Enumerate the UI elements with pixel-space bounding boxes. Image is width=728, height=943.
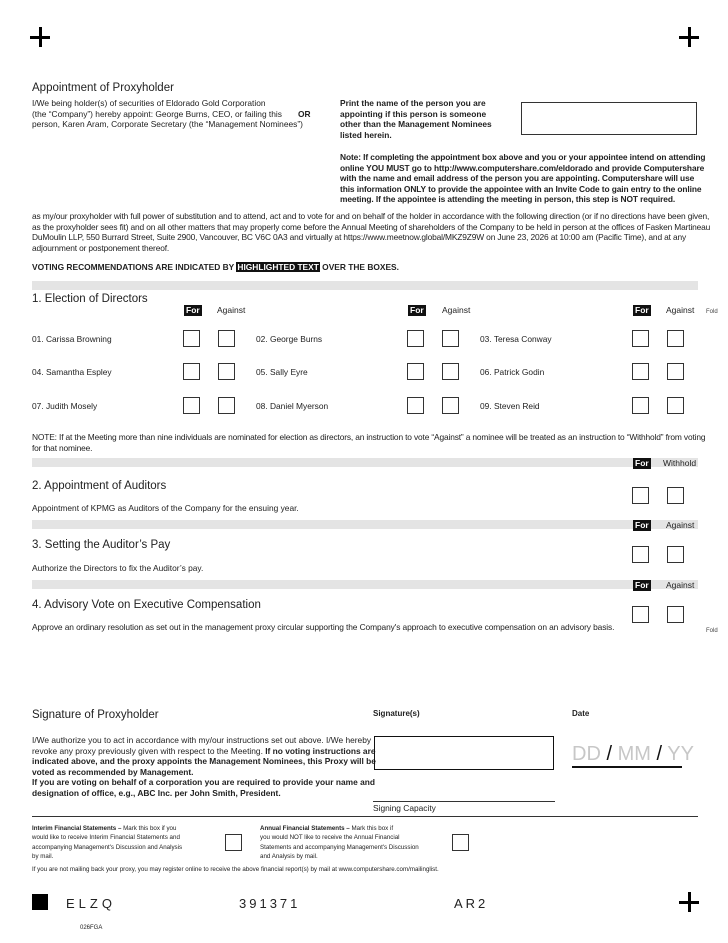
advisory-text: Approve an ordinary resolution as set out in the management proxy circular supporting the Company's approach to executive compensation on an advisory basis. [32, 622, 615, 632]
for-label: For [635, 458, 649, 468]
for-label: For [635, 520, 649, 530]
advisory-for-checkbox[interactable] [632, 606, 649, 623]
date-mm: MM [617, 743, 651, 765]
date-dd: DD [572, 743, 601, 765]
vote-for-checkbox[interactable] [183, 330, 200, 347]
against-label: Against [217, 305, 246, 315]
annual-part: Mark this box if [349, 825, 394, 832]
auditors-text: Appointment of KPMG as Auditors of the Company for the ensuing year. [32, 503, 299, 513]
signing-capacity-line [373, 801, 555, 802]
date-separator: / [656, 743, 663, 765]
fold-label: Fold [706, 309, 718, 315]
interim-line: would like to receive Interim Financial Statements and [32, 834, 180, 842]
annual-line [260, 824, 450, 833]
appoint-line: (the “Company”) hereby appoint: George Burns, CEO, or failing this [32, 108, 282, 119]
interim-title: Interim Financial Statements – [32, 825, 122, 832]
note-line: this information ONLY to provide the appointee with an Invite Code to gain entry to the online [340, 183, 702, 194]
sig-line: If you are voting on behalf of a corporation you are required to provide your name and [32, 777, 375, 787]
date-field[interactable] [572, 742, 694, 768]
appointee-name-field[interactable] [521, 102, 697, 135]
footer-code-2: 391371 [239, 896, 301, 911]
advisory-against-checkbox[interactable] [667, 606, 684, 623]
vote-against-checkbox[interactable] [442, 330, 459, 347]
section-band [32, 458, 698, 467]
print-name-instructions [340, 98, 515, 140]
note-line: Note: If completing the appointment box above and you or your appointee intend on attending [340, 152, 706, 162]
vote-for-checkbox[interactable] [632, 397, 649, 414]
for-label: For [635, 305, 649, 315]
para-line: adjournment or postponement thereof. [32, 242, 170, 253]
section-band [32, 580, 698, 589]
signatures-label: Signature(s) [373, 709, 420, 718]
against-label: Against [666, 520, 695, 530]
crop-mark-bottom-right [679, 892, 699, 912]
sig-line: I/We authorize you to act in accordance with my/our instructions set out above. I/We hereby [32, 735, 372, 745]
director-name: 06. Patrick Godin [480, 367, 545, 377]
against-label: Against [442, 305, 471, 315]
vote-against-checkbox[interactable] [218, 363, 235, 380]
director-name: 03. Teresa Conway [480, 334, 552, 344]
print-line: Print the name of the person you are [340, 98, 486, 108]
interim-line [32, 824, 217, 833]
interim-statements-checkbox[interactable] [225, 834, 242, 851]
vote-against-checkbox[interactable] [442, 397, 459, 414]
annual-statements-checkbox[interactable] [452, 834, 469, 851]
annual-title: Annual Financial Statements – [260, 825, 350, 832]
director-name: 04. Samantha Espley [32, 367, 112, 377]
vote-against-checkbox[interactable] [442, 363, 459, 380]
signature-heading: Signature of Proxyholder [32, 709, 159, 721]
vote-against-checkbox[interactable] [218, 397, 235, 414]
proxy-paragraph [32, 211, 711, 253]
vote-for-checkbox[interactable] [183, 397, 200, 414]
vote-against-checkbox[interactable] [667, 397, 684, 414]
date-yy: YY [667, 743, 694, 765]
auditor-pay-heading: 3. Setting the Auditor’s Pay [32, 539, 171, 551]
advisory-heading: 4. Advisory Vote on Executive Compensation [32, 599, 261, 611]
highlighted-text-sample: HIGHLIGHTED TEXT [237, 262, 319, 272]
proxy-heading: Appointment of Proxyholder [32, 82, 174, 94]
mailing-list-footnote: If you are not mailing back your proxy, you may register online to receive the above financial report(s) by mail at www.computershare.com/mailinglist. [32, 866, 439, 873]
sig-line: designation of office, e.g., ABC Inc. per John Smith, President. [32, 787, 281, 798]
para-line: as my/our proxyholder with full power of substitution and to attend, act and to vote for and on behalf of the holder in accordance with the following direction (or if no directions have been given, [32, 211, 710, 221]
voting-pre: VOTING RECOMMENDATIONS ARE INDICATED BY [32, 262, 237, 272]
vote-against-checkbox[interactable] [218, 330, 235, 347]
voting-recommendations [32, 262, 399, 273]
print-line: listed herein. [340, 129, 392, 140]
sig-line [32, 745, 376, 757]
auditor-pay-text: Authorize the Directors to fix the Auditor’s pay. [32, 563, 204, 573]
annual-line: you would NOT like to receive the Annual Financial [260, 834, 400, 842]
section-band [32, 520, 698, 529]
sig-line-part: If no voting instructions are [265, 745, 376, 756]
signature-authorization [32, 735, 376, 798]
auditors-heading: 2. Appointment of Auditors [32, 480, 167, 492]
signature-field[interactable] [374, 736, 554, 770]
sig-line: indicated above, and the proxy appoints the Management Nominees, this Proxy will be [32, 756, 376, 766]
annual-statements-text [260, 824, 450, 862]
date-separator: / [606, 743, 613, 765]
print-line: appointing if this person is someone [340, 108, 487, 119]
appoint-line: I/We being holder(s) of securities of Eldorado Gold Corporation [32, 98, 266, 108]
auditors-withhold-checkbox[interactable] [667, 487, 684, 504]
para-line: DuMoulin LLP, 550 Burrard Street, Suite 2900, Vancouver, BC V6C 0A3 and virtually at https://www.meetnow.global/MKZ9Z9W on June 23, 2026 at 10:00 am (Pacific Time), and at any [32, 232, 687, 242]
date-label: Date [572, 709, 590, 718]
auditor-pay-against-checkbox[interactable] [667, 546, 684, 563]
registration-block [32, 894, 48, 910]
voting-post: OVER THE BOXES. [319, 262, 399, 272]
interim-part: Mark this box if you [121, 825, 177, 832]
sig-line: voted as recommended by Management. [32, 766, 194, 777]
for-label: For [186, 305, 200, 315]
crop-mark-top-left [30, 27, 50, 47]
footer-code-3: AR2 [454, 896, 489, 911]
vote-for-checkbox[interactable] [407, 397, 424, 414]
election-note-line: NOTE: If at the Meeting more than nine individuals are nominated for election as directors, an instruction to vote “Against” a nominee will be treated as an instruction to “Withhold” from voting [32, 432, 706, 442]
for-label: For [410, 305, 424, 315]
interim-line: accompanying Management's Discussion and Analysis [32, 843, 183, 851]
director-name: 05. Sally Eyre [256, 367, 308, 377]
form-code: 026FGA [80, 925, 103, 931]
sig-line-part: revoke any proxy previously given with respect to the Meeting. [32, 745, 266, 756]
interim-line: by mail. [32, 853, 54, 861]
vote-for-checkbox[interactable] [632, 363, 649, 380]
vote-against-checkbox[interactable] [667, 330, 684, 347]
vote-against-checkbox[interactable] [667, 363, 684, 380]
or-label: OR [298, 109, 311, 119]
signing-capacity-label: Signing Capacity [373, 803, 436, 813]
against-label: Against [666, 580, 695, 590]
annual-line: and Analysis by mail. [260, 853, 318, 861]
appoint-line: person, Karen Aram, Corporate Secretary (the “Management Nominees”) [32, 119, 303, 129]
note-line: meeting. If the appointee is attending the meeting in person, this step is NOT required. [340, 194, 676, 204]
print-line: other than the Management Nominees [340, 119, 492, 129]
auditors-for-checkbox[interactable] [632, 487, 649, 504]
fold-label: Fold [706, 628, 718, 634]
auditor-pay-for-checkbox[interactable] [632, 546, 649, 563]
appoint-text [32, 98, 303, 130]
vote-for-checkbox[interactable] [407, 330, 424, 347]
vote-for-checkbox[interactable] [632, 330, 649, 347]
director-name: 01. Carissa Browning [32, 334, 112, 344]
election-note [32, 432, 706, 453]
director-name: 02. George Burns [256, 334, 323, 344]
crop-mark-top-right [679, 27, 699, 47]
director-name: 07. Judith Mosely [32, 401, 98, 411]
divider-line [32, 816, 698, 817]
interim-statements-text [32, 824, 217, 862]
director-name: 09. Steven Reid [480, 401, 540, 411]
for-label: For [635, 580, 649, 590]
attendance-note [340, 152, 706, 205]
director-name: 08. Daniel Myerson [256, 401, 329, 411]
note-line: with the name and email address of the person you are appointing. Computershare will use [340, 173, 695, 183]
election-heading: 1. Election of Directors [32, 293, 148, 305]
section-band [32, 281, 698, 290]
annual-line: Statements and accompanying Management's Discussion [260, 843, 419, 851]
against-label: Against [666, 305, 695, 315]
note-line: online YOU MUST go to http://www.computershare.com/eldorado and provide Computershare [340, 162, 705, 173]
footer-code-1: ELZQ [66, 896, 116, 911]
vote-for-checkbox[interactable] [183, 363, 200, 380]
para-line: as the proxyholder sees fit) and on all other matters that may properly come before the Annual Meeting of shareholders of the Company to be held in person at the offices of Fasken Martineau [32, 221, 711, 232]
withhold-label: Withhold [663, 458, 697, 468]
election-note-line: for that nominee. [32, 442, 93, 453]
vote-for-checkbox[interactable] [407, 363, 424, 380]
